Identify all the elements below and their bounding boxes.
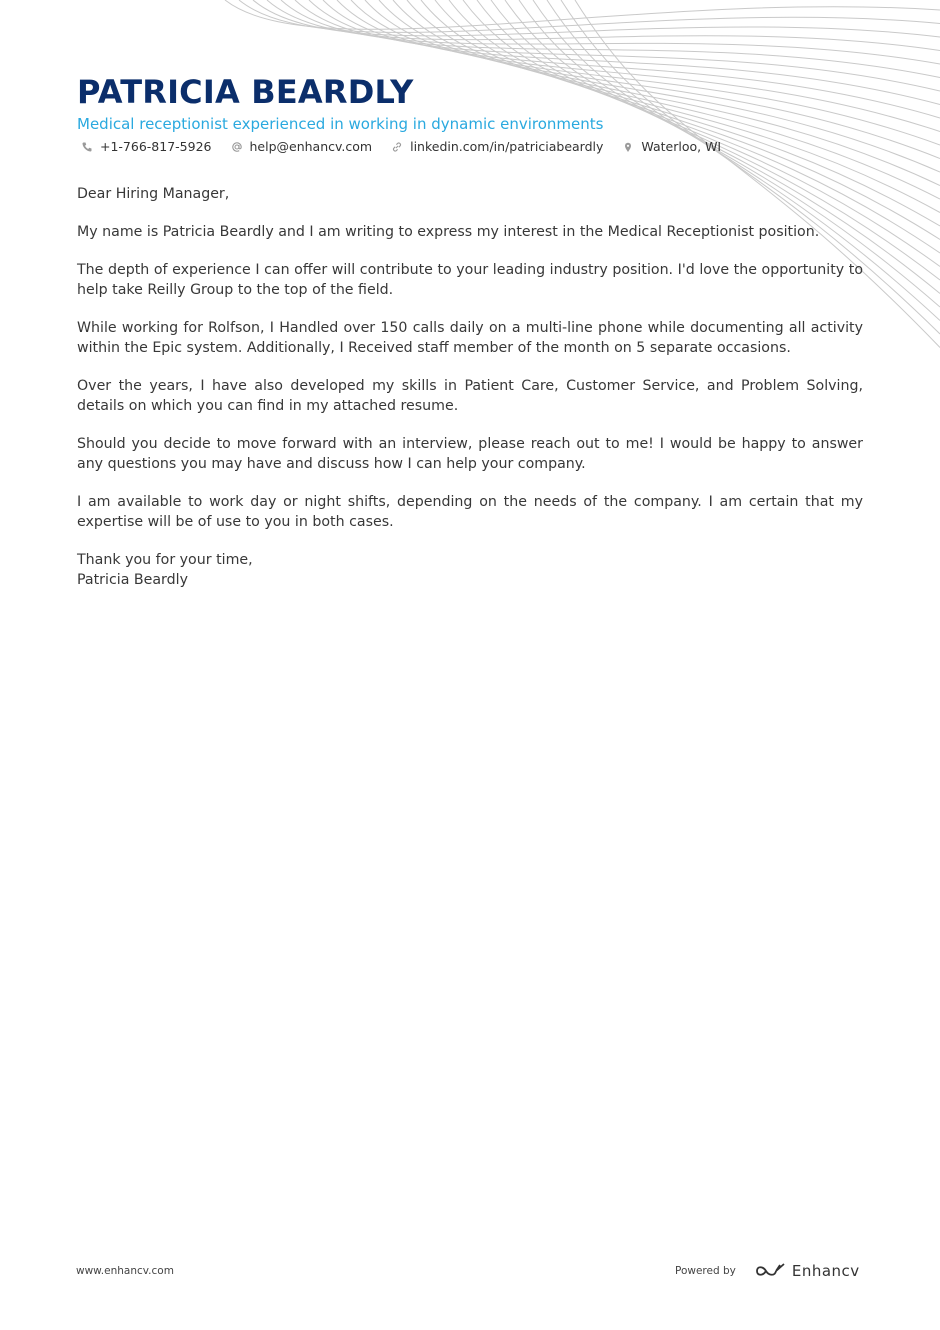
letter-paragraph: My name is Patricia Beardly and I am writing to express my interest in the Medical Receptionist position.	[77, 224, 820, 240]
contact-location-text: Waterloo, WI	[641, 139, 722, 154]
contact-linkedin[interactable]	[391, 139, 603, 154]
letter-paragraph: While working for Rolfson, I Handled over 150 calls daily on a multi-line phone while documenting all activity within the Epic system. Additionally, I Received staff member of the month on 5 separate occasions.	[77, 320, 863, 356]
contact-linkedin-text: linkedin.com/in/patriciabeardly	[410, 139, 604, 154]
letter-closing	[77, 550, 863, 590]
footer-website-link[interactable]: www.enhancv.com	[76, 1265, 174, 1277]
letter-paragraph: The depth of experience I can offer will contribute to your leading industry position. I'd love the opportunity to help take Reilly Group to the top of the field.	[77, 262, 863, 298]
location-pin-icon	[622, 141, 634, 153]
at-icon	[231, 141, 243, 153]
contact-email-text: help@enhancv.com	[249, 139, 373, 154]
closing-line: Thank you for your time,	[77, 552, 253, 568]
contact-phone[interactable]	[81, 139, 212, 154]
brand-name: Enhancv	[791, 1262, 860, 1280]
signature: Patricia Beardly	[77, 572, 188, 588]
wave-line	[267, 0, 940, 51]
letter-greeting: Dear Hiring Manager,	[77, 186, 230, 202]
letter-paragraph: Should you decide to move forward with an interview, please reach out to me! I would be happy to answer any questions you may have and discuss how I can help your company.	[77, 436, 863, 472]
footer-branding	[675, 1261, 860, 1281]
letter-paragraph: Over the years, I have also developed my skills in Patient Care, Customer Service, and Problem Solving, details on which you can find in my attached resume.	[77, 378, 863, 414]
contact-phone-text: +1-766-817-5926	[100, 139, 212, 154]
contact-email[interactable]	[231, 139, 373, 154]
wave-line	[379, 0, 940, 159]
candidate-headline: Medical receptionist experienced in working in dynamic environments	[77, 115, 604, 133]
enhancv-logo-icon	[754, 1261, 786, 1281]
link-icon	[391, 141, 403, 153]
contact-bar	[81, 139, 740, 154]
candidate-name: PATRICIA BEARDLY	[77, 73, 414, 111]
powered-by-label: Powered by	[675, 1265, 736, 1277]
letter-paragraph: I am available to work day or night shifts, depending on the needs of the company. I am certain that my expertise will be of use to you in both cases.	[77, 494, 863, 530]
phone-icon	[81, 141, 93, 153]
wave-line	[435, 0, 940, 213]
cover-letter-body	[77, 184, 863, 590]
contact-location	[622, 139, 721, 154]
